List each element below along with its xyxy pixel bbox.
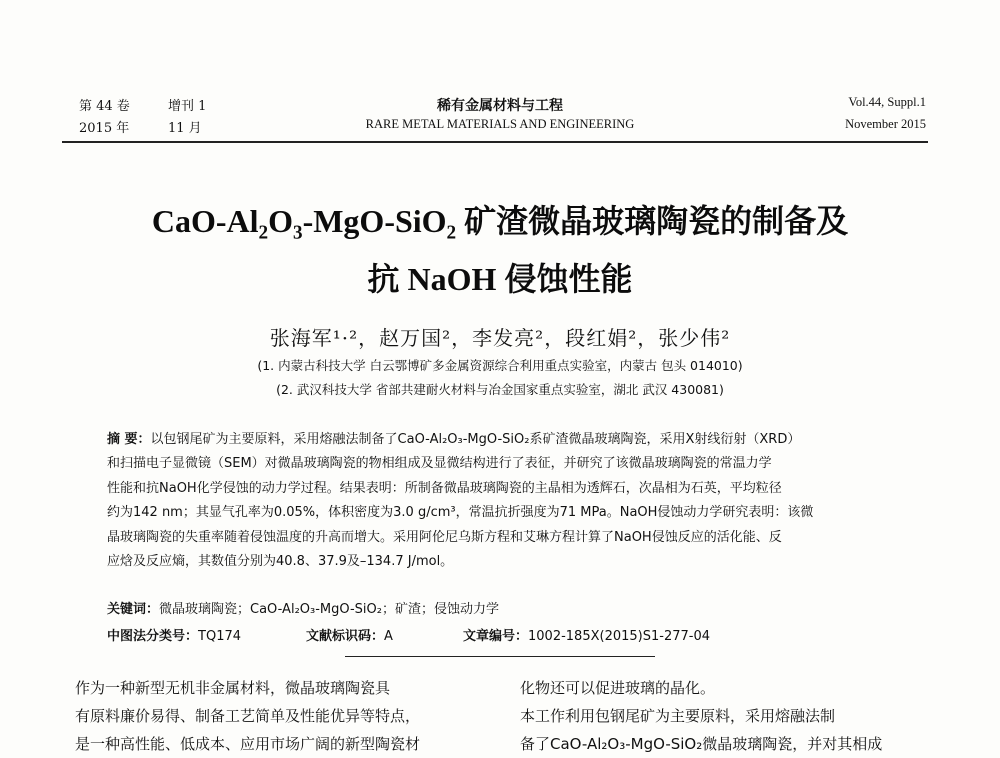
clc-value: TQ174 <box>198 629 242 644</box>
volume-en: Vol.44, Suppl.1 <box>848 95 926 109</box>
keywords-label: 关键词： <box>107 602 160 617</box>
clc-label: 中图法分类号： <box>107 629 199 644</box>
body-line: 本工作利用包钢尾矿为主要原料，采用熔融法制 <box>520 707 836 725</box>
journal-name-cn: 稀有金属材料与工程 <box>437 98 563 114</box>
body-line: 备了CaO-Al₂O₃-MgO-SiO₂微晶玻璃陶瓷，并对其相成 <box>520 735 883 753</box>
affiliation-1: (1. 内蒙古科技大学 白云鄂博矿多金属资源综合利用重点实验室，内蒙古 包头 014010) <box>257 358 743 373</box>
body-line: 是一种高性能、低成本、应用市场广阔的新型陶瓷材 <box>75 735 421 753</box>
abstract-line: 应焓及反应熵，其数值分别为40.8、37.9及–134.7 J/mol。 <box>107 554 454 570</box>
body-line: 作为一种新型无机非金属材料，微晶玻璃陶瓷具 <box>75 679 391 697</box>
abstract <box>107 428 913 574</box>
doc-code-value: A <box>384 629 393 644</box>
article-number <box>463 625 710 644</box>
document-code <box>306 625 393 644</box>
section-rule <box>345 656 655 657</box>
journal-name-en: RARE METAL MATERIALS AND ENGINEERING <box>365 117 635 131</box>
abstract-line: 和扫描电子显微镜（SEM）对微晶玻璃陶瓷的物相组成及显微结构进行了表征，并研究了该微晶玻璃陶瓷的常温力学 <box>107 456 772 472</box>
abstract-line: 晶玻璃陶瓷的失重率随着侵蚀温度的升高而增大。采用阿伦尼乌斯方程和艾琳方程计算了NaOH侵蚀反应的活化能、反 <box>107 529 782 545</box>
journal-header <box>0 95 1000 140</box>
keywords-text: 微晶玻璃陶瓷；CaO-Al₂O₃-MgO-SiO₂；矿渣；侵蚀动力学 <box>159 602 499 617</box>
body-line: 化物还可以促进玻璃的晶化。 <box>520 679 716 697</box>
keywords <box>107 598 499 617</box>
date-en: November 2015 <box>845 117 926 131</box>
abstract-line: 约为142 nm；其显气孔率为0.05%，体积密度为3.0 g/cm³，常温抗折强度为71 MPa。NaOH侵蚀动力学研究表明：该微 <box>107 505 814 521</box>
paper-title-line-1: CaO-Al₂O₃-MgO-SiO₂ 矿渣微晶玻璃陶瓷的制备及 <box>151 203 849 239</box>
abstract-line: 性能和抗NaOH化学侵蚀的动力学过程。结果表明：所制备微晶玻璃陶瓷的主晶相为透辉石，次晶相为石英，平均粒径 <box>107 480 782 496</box>
doc-code-label: 文献标识码： <box>306 629 385 644</box>
volume-cn: 第 44 卷 <box>79 99 130 114</box>
issue-cn: 增刊 1 <box>168 99 207 114</box>
paper-title-line-2: 抗 NaOH 侵蚀性能 <box>367 261 633 297</box>
body-column-left <box>75 674 495 758</box>
body-column-right <box>520 674 940 758</box>
affiliation-2: (2. 武汉科技大学 省部共建耐火材料与冶金国家重点实验室，湖北 武汉 430081) <box>276 382 724 397</box>
author-list: 张海军¹·²，赵万国²，李发亮²，段红娟²，张少伟² <box>269 326 731 350</box>
article-number-label: 文章编号： <box>463 629 529 644</box>
abstract-line: 摘 要：以包钢尾矿为主要原料，采用熔融法制备了CaO-Al₂O₃-MgO-SiO₂系矿渣微晶玻璃陶瓷，采用X射线衍射（XRD） <box>107 432 801 447</box>
body-line: 有原料廉价易得、制备工艺简单及性能优异等特点， <box>75 707 421 725</box>
article-number-value: 1002-185X(2015)S1-277-04 <box>528 629 710 644</box>
clc-number <box>107 625 241 644</box>
header-rule <box>62 141 928 143</box>
abstract-label: 摘 要： <box>107 432 151 447</box>
month-cn: 11 月 <box>168 121 202 136</box>
year-cn: 2015 年 <box>79 121 130 136</box>
